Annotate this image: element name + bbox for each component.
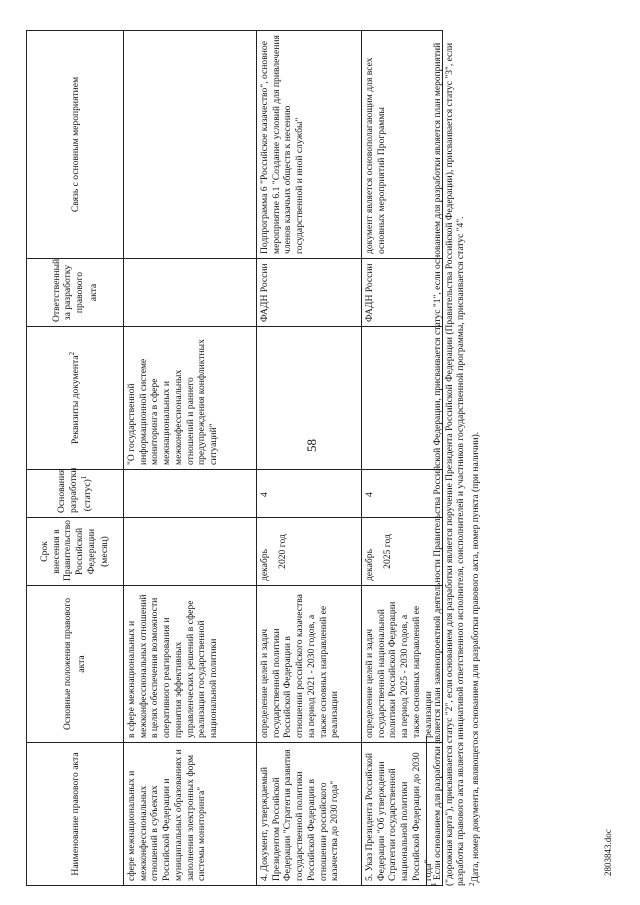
table-row: [257, 31, 362, 886]
landscape-page: [26, 31, 606, 886]
header-requisites: Реквизиты документа$^2$: [27, 327, 124, 470]
header-link: Связь с основным мероприятием: [27, 31, 124, 259]
header-deadline: Срок внесения в Правительство Российской Федерации (месяц): [27, 518, 124, 586]
cell-link: [124, 31, 257, 259]
cell-provisions: определение целей и задач государственной политики Российской Федерации в отношении российского казачества на период 2021 - 2030 годов, а также основных направлений ее реализации: [257, 586, 362, 743]
footnote-1: $^1$ Если основанием для разработки является план законопроектной деятельности Правительства Российской Федерации, присваивается статус "1", если основанием для разработки является план мероприятий ("дорожная карта"), присваивается статус "2", если основанием для разработки является поручение Президента Российской Федерации (Правительства Российской Федерации), присваивается статус "3", если разработка правового акта является инициативой ответственного исполнителя, соисполнителей и участников государственной программы, присваивается статус "4".: [430, 42, 466, 886]
cell-provisions: в сфере межнациональных и межконфессиональных отношений в целях обеспечения возможности оперативного реагирования и принятия эффективных управленческих решений в сфере реализации государственной национальной политики: [124, 586, 257, 743]
cell-deadline: [124, 518, 257, 586]
cell-requisites: "О государственной информационной системе мониторинга в сфере межнациональных и межконфессиональных отношений и раннего предупреждения конфликтных ситуаций": [124, 327, 257, 470]
header-act-name: Наименование правового акта: [27, 743, 124, 886]
cell-act-name: 4. Документ, утверждаемый Президентом Российской Федерации "Стратегия развития государственной политики Российской Федерации в отношении российского казачества до 2030 года": [257, 743, 362, 886]
cell-status: 4: [362, 470, 443, 518]
header-provisions: Основные положения правового акта: [27, 586, 124, 743]
legal-acts-table: [26, 30, 443, 886]
cell-requisites: [257, 327, 362, 470]
page-number: 58: [304, 439, 319, 452]
cell-responsible: ФАДН России: [362, 259, 443, 327]
year-label: 2025 год: [381, 534, 393, 569]
cell-status: [124, 470, 257, 518]
cell-status: 4: [257, 470, 362, 518]
cell-deadline: декабрь 2025 год: [362, 518, 443, 586]
footnotes: [426, 31, 484, 886]
table-header-row: [27, 31, 124, 886]
table-row-continuation: [124, 31, 257, 886]
cell-act-name: 5. Указ Президента Российской Федерации "Об утверждении Стратегии государственной национальной политики Российской Федерации до 2030 года": [362, 743, 443, 886]
cell-provisions: определение целей и задач государственной национальной политики Российской Федерации на период 2025 - 2030 годов, а также основных направлений ее реализации: [362, 586, 443, 743]
header-responsible: Ответственный за разработку правового акта: [27, 259, 124, 327]
footnote-2: $^2$Дата, номер документа, являющегося основанием для разработки правового акта, номер пункта (при наличии).: [468, 431, 482, 886]
header-grounds-status: Основания разработки (статус)$^1$: [27, 470, 124, 518]
cell-responsible: ФАДН России: [257, 259, 362, 327]
document-id: 2803843.doc: [603, 829, 613, 876]
year-label: 2020 год: [276, 534, 288, 569]
cell-responsible: [124, 259, 257, 327]
cell-act-name: сфере межнациональных и межконфессиональных отношений в субъектах Российской Федерации и муниципальных образованиях и заполнения электронных форм системы мониторинга": [124, 743, 257, 886]
footnote-divider: [426, 736, 427, 886]
cell-deadline: декабрь 2020 год: [257, 518, 362, 586]
cell-link: документ является основополагающим для всех основных мероприятий Программы: [362, 31, 443, 259]
cell-link: Подпрограмма 6 "Российское казачество", основное мероприятие 6.1 "Создание условий для привлечения членов казачьих обществ к несению государственной и иной службы": [257, 31, 362, 259]
